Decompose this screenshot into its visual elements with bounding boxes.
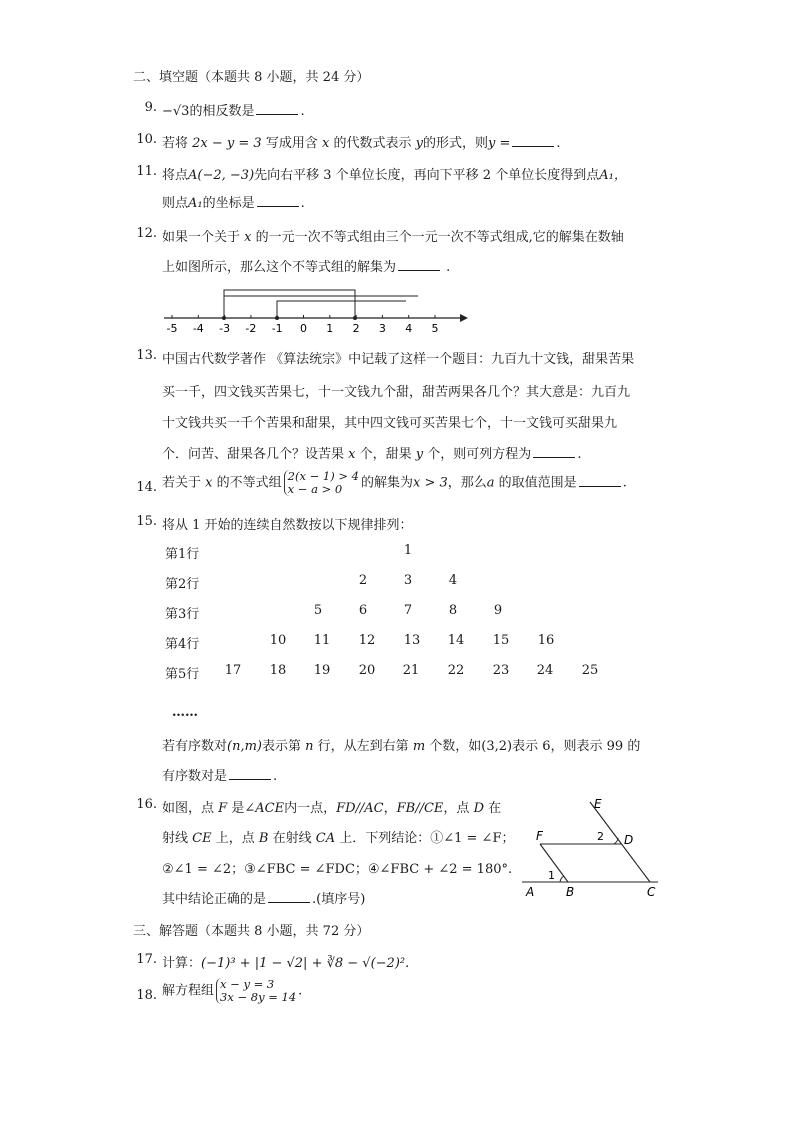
q11-blank — [257, 194, 299, 207]
q12-line2: 上如图所示，那么这个不等式组的解集为 . — [162, 260, 451, 275]
table-cell: 9 — [493, 603, 503, 618]
q17-expr: (−1)³ + |1 − √2| + ∛8 − √(−2)². — [201, 956, 410, 971]
point-neg3 — [222, 316, 226, 320]
q10-p2: 写成用含 — [265, 136, 318, 151]
table-cell: 20 — [358, 663, 376, 678]
q14-p1: 若关于 — [162, 475, 202, 491]
q15-line1: 将从 1 开始的连续自然数按以下规律排列： — [162, 518, 413, 533]
q14-text: 若关于 x 的不等式组 2(x − 1) > 4 x − a > 0 的解集为x > 3，那么a 的取值范围是 . — [162, 469, 627, 496]
number-line-tick-label: -3 — [219, 322, 231, 335]
q18-p1: 解方程组 — [162, 983, 215, 999]
q10-var1: x — [322, 136, 330, 151]
q16-line1 — [162, 797, 501, 816]
number-line-tick-label: 4 — [405, 322, 413, 335]
table-cell: 5 — [313, 603, 323, 618]
table-cell: 17 — [224, 663, 242, 678]
q9-stem: 的相反数是 — [189, 104, 255, 119]
row-label-4: 第4行 — [165, 637, 200, 652]
q16-l2b: 上，点 — [215, 831, 255, 846]
q10-blank — [512, 134, 554, 147]
q14-p2: 的不等式组 — [216, 475, 282, 491]
q17-p1: 计算： — [162, 956, 202, 971]
q11-line1 — [162, 164, 627, 183]
q15-l2c: 行，从左到右第 — [317, 739, 409, 754]
q16-F: F — [218, 801, 228, 816]
q13-blank — [533, 445, 575, 458]
q16-par1: FD//AC — [336, 801, 384, 816]
q10-expr2: y = — [488, 136, 511, 151]
q14-p3: 的解集为 — [360, 475, 413, 491]
number-line-tick-label: 0 — [300, 322, 307, 335]
q17-number: 17. — [136, 952, 157, 967]
section-fill-heading: 二、填空题（本题共 8 小题，共 24 分） — [133, 70, 370, 85]
number-line-tick-label: -4 — [192, 322, 204, 335]
q11-l2a: 则点 — [162, 196, 189, 211]
q10-text: 若将 2x − y = 3 写成用含 x 的代数式表示 y的形式，则y = . — [162, 136, 561, 151]
q14-var: x — [205, 475, 213, 491]
q14-number: 14. — [136, 480, 157, 495]
label-C: C — [647, 885, 656, 899]
q18-system — [216, 978, 296, 1004]
q16-geometry-figure — [518, 792, 668, 904]
row-label-5: 第5行 — [165, 667, 200, 682]
table-cell: 14 — [447, 633, 465, 648]
q16-line2 — [162, 827, 514, 846]
table-cell: 4 — [448, 573, 458, 588]
q9-text: −√3的相反数是 . — [162, 104, 305, 119]
q15-ellipsis: …… — [172, 705, 198, 720]
number-line-figure — [160, 284, 470, 338]
q13-line1: 中国古代数学著作 《算法统宗》中记载了这样一个题目：九百九十文钱，甜果苦果 — [162, 352, 635, 367]
q15-line2 — [162, 735, 640, 754]
q11-l1a: 将点 — [162, 168, 189, 183]
q15-n: n — [305, 739, 314, 754]
table-cell: 10 — [269, 633, 287, 648]
point-neg1 — [275, 316, 279, 320]
q12-var: x — [244, 230, 252, 245]
q16-D: D — [473, 801, 485, 816]
q16-l4b: .(填序号) — [312, 892, 366, 907]
label-B: B — [566, 885, 575, 899]
q13-line3: 十文钱共买一千个苦果和甜果，其中四文钱可买苦果七个，十一文钱可买甜果九 — [162, 416, 618, 431]
q18-end: . — [298, 983, 303, 999]
q18-eq1: x − y = 3 — [220, 977, 275, 991]
q16-blank — [268, 890, 310, 903]
q16-number: 16. — [136, 797, 157, 812]
q16-CA: CA — [315, 831, 336, 846]
angle-1-arc — [560, 876, 564, 882]
table-cell: 2 — [358, 573, 368, 588]
q9-expr: −√3 — [162, 104, 190, 119]
q11-l2b: 的坐标是 — [202, 196, 255, 211]
q11-pt3: A₁ — [188, 196, 203, 211]
row-label-1: 第1行 — [165, 547, 200, 562]
q16-line4 — [162, 888, 365, 907]
q15-l2b: 表示第 — [262, 739, 302, 754]
q14-blank — [579, 474, 621, 487]
number-line-tick-label: 3 — [378, 322, 386, 335]
q15-l2d: 个数，如(3,2)表示 6，则表示 99 的 — [429, 739, 641, 754]
q13-line2: 买一千，四文钱买苦果七，十一文钱九个甜，甜苦两果各几个？其大意是：九百九 — [162, 385, 631, 400]
table-cell: 8 — [448, 603, 458, 618]
q16-l2c: 在射线 — [272, 831, 312, 846]
number-line-arrow — [460, 314, 468, 322]
q16-l1d: ， — [383, 801, 397, 816]
table-cell: 1 — [403, 543, 413, 558]
label-E: E — [594, 797, 602, 811]
q12-l1a: 如果一个关于 — [162, 230, 241, 245]
q13-l4b: 个，甜果 — [359, 447, 412, 462]
table-cell: 3 — [403, 573, 413, 588]
q13-l4c: 个，则可列方程为 — [427, 447, 532, 462]
q11-line2: 则点A₁的坐标是 . — [162, 196, 305, 211]
q13-v1: x — [348, 447, 356, 462]
q10-number: 10. — [136, 132, 157, 147]
q15-l3: 有序数对是 — [162, 769, 228, 784]
q10-var2: y — [415, 136, 423, 151]
row-label-3: 第3行 — [165, 607, 200, 622]
q16-l1e: ，点 — [443, 801, 470, 816]
number-line-tick-label: -1 — [271, 322, 283, 335]
q15-blank — [229, 767, 271, 780]
table-cell: 6 — [358, 603, 368, 618]
q10-p3: 的代数式表示 — [333, 136, 412, 151]
table-cell: 25 — [581, 663, 599, 678]
number-line-tick-label: -2 — [245, 322, 257, 335]
table-cell: 23 — [492, 663, 510, 678]
q12-line1 — [162, 226, 624, 245]
q15-number: 15. — [136, 514, 157, 529]
solution-bracket-1 — [224, 290, 355, 318]
q14-system — [284, 470, 359, 496]
q13-line4: 个．问苦、甜果各几个？设苦果 x 个，甜果 y 个，则可列方程为 . — [162, 447, 582, 462]
q10-expr: 2x − y = 3 — [192, 136, 262, 151]
table-cell: 16 — [537, 633, 555, 648]
number-line-tick-label: 1 — [326, 322, 334, 335]
table-cell: 18 — [269, 663, 287, 678]
section-solve-heading: 三、解答题（本题共 8 小题，共 72 分） — [133, 924, 370, 939]
q18-text — [162, 978, 302, 1004]
q14-ineq2: x − a > 0 — [287, 482, 343, 496]
q12-l1b: 的一元一次不等式组由三个一元一次不等式组成,它的解集在数轴 — [255, 230, 624, 245]
q9-blank — [256, 102, 298, 115]
q15-line3: 有序数对是 . — [162, 769, 278, 784]
q12-blank — [398, 258, 440, 271]
q15-m: m — [412, 739, 426, 754]
table-cell: 21 — [402, 663, 420, 678]
q11-l1b: 先向右平移 3 个单位长度，再向下平移 2 个单位长度得到点 — [254, 168, 600, 183]
number-line-tick-label: 5 — [431, 322, 439, 335]
label-A: A — [526, 885, 535, 899]
q18-eq2: 3x − 8y = 14 — [220, 990, 297, 1004]
table-cell: 15 — [492, 633, 510, 648]
solution-bracket-3 — [277, 301, 406, 318]
q13-number: 13. — [136, 348, 157, 363]
label-angle-2: 2 — [597, 830, 604, 843]
table-cell: 24 — [536, 663, 554, 678]
q12-l2: 上如图所示，那么这个不等式组的解集为 — [162, 260, 397, 275]
number-line-tick-label: -5 — [166, 322, 178, 335]
q18-number: 18. — [136, 988, 157, 1003]
angle-2-arc — [614, 838, 618, 844]
q16-l2a: 射线 — [162, 831, 189, 846]
q16-B: B — [258, 831, 269, 846]
q16-l1c: 内一点， — [284, 801, 337, 816]
table-cell: 22 — [447, 663, 465, 678]
number-line-tick-label: 2 — [352, 322, 360, 335]
q12-number: 12. — [136, 226, 157, 241]
q17-text — [162, 952, 409, 971]
q10-p4: 的形式，则 — [423, 136, 489, 151]
point-2 — [353, 316, 357, 320]
q16-line3: ②∠1 = ∠2；③∠FBC = ∠FDC；④∠FBC + ∠2 = 180°. — [162, 862, 513, 877]
q11-point: A(−2, −3) — [188, 168, 255, 183]
q16-l2d: 上．下列结论：①∠1 = ∠F； — [339, 831, 515, 846]
q14-p4: ，那么 — [447, 475, 487, 491]
q16-l4a: 其中结论正确的是 — [162, 892, 267, 907]
q16-CE: CE — [192, 831, 212, 846]
q15-pair: (n,m) — [227, 739, 262, 754]
label-F: F — [536, 829, 543, 843]
table-cell: 12 — [358, 633, 376, 648]
label-angle-1: 1 — [548, 869, 555, 882]
q13-v2: y — [415, 447, 424, 462]
q14-cond: x > 3 — [412, 475, 448, 491]
q16-l1a: 如图，点 — [162, 801, 215, 816]
q14-var2: a — [486, 475, 495, 491]
q10-p1: 若将 — [162, 136, 189, 151]
q11-number: 11. — [136, 164, 157, 179]
table-cell: 13 — [403, 633, 421, 648]
q9-number: 9. — [144, 100, 157, 115]
q16-l1f: 在 — [488, 801, 502, 816]
label-D: D — [624, 833, 634, 847]
q11-pt2: A₁， — [599, 168, 627, 183]
row-label-2: 第2行 — [165, 577, 200, 592]
q13-l4a: 个．问苦、甜果各几个？设苦果 — [162, 447, 345, 462]
table-cell: 11 — [313, 633, 331, 648]
q15-l2a: 若有序数对 — [162, 739, 228, 754]
q14-p5: 的取值范围是 — [498, 475, 577, 491]
q14-ineq1: 2(x − 1) > 4 — [287, 469, 359, 483]
table-cell: 19 — [313, 663, 331, 678]
q16-l1b: 是 — [231, 801, 245, 816]
q16-ang1: ∠ACE — [244, 801, 285, 816]
table-cell: 7 — [403, 603, 413, 618]
q16-par2: FB//CE — [396, 801, 444, 816]
